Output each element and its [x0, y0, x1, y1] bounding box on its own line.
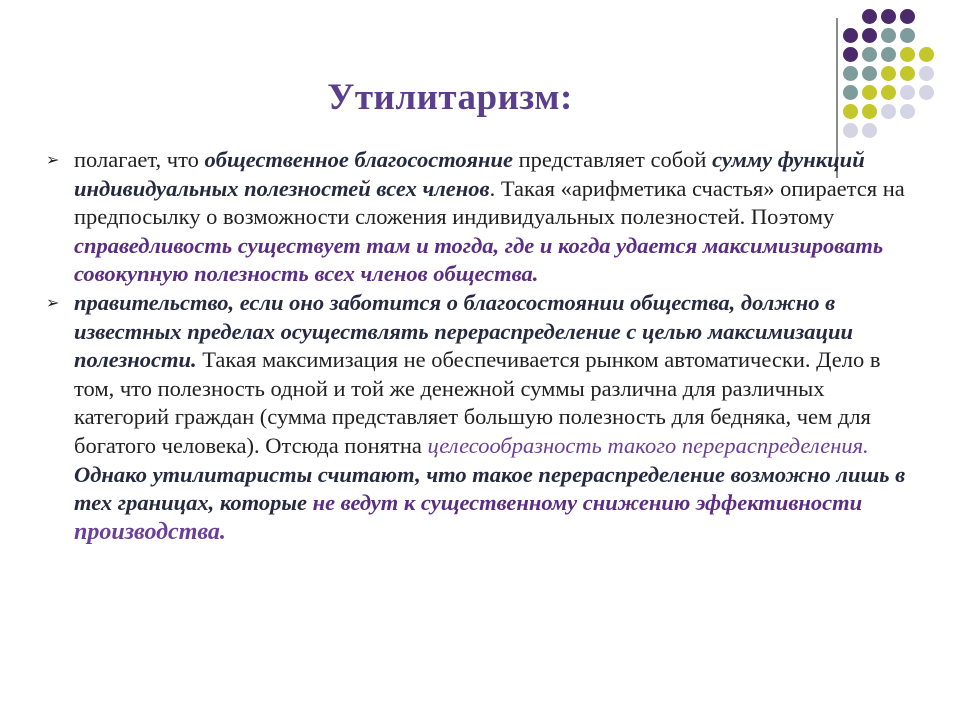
decorative-dot: [900, 47, 915, 62]
decorative-dot: [919, 47, 934, 62]
text-run-highlight: не ведут к существенному снижению эффективности: [312, 490, 863, 516]
bullet-item-1: [46, 146, 916, 289]
decorative-dot: [919, 66, 934, 81]
decorative-dot: [862, 47, 877, 62]
decorative-dot: [900, 66, 915, 81]
text-run: полагает, что: [74, 147, 205, 172]
text-run-emphasis: Однако утилитаристы считают, что такое перераспределение возможно лишь в тех границах, которые: [74, 461, 906, 516]
decorative-dot: [862, 28, 877, 43]
slide-content: [46, 146, 916, 546]
slide-title: Утилитаризм:: [327, 77, 573, 118]
decorative-dot: [843, 123, 858, 138]
text-run-emphasis: правительство, если оно заботится о благосостоянии общества, должно в известных пределах осуществлять перераспределение с целью максимизации полезности.: [74, 289, 854, 373]
decorative-dot: [862, 123, 877, 138]
decorative-dot: [900, 28, 915, 43]
text-run: представляет собой: [512, 147, 713, 172]
decorative-dot: [881, 9, 896, 24]
decorative-dot: [881, 47, 896, 62]
text-run-emphasis: общественное благосостояние: [204, 147, 513, 172]
decorative-dot: [919, 85, 934, 100]
arrow-bullet-icon: ➢: [46, 150, 60, 169]
arrow-bullet-icon: ➢: [46, 292, 60, 312]
text-run-emphasis: сумму функций индивидуальных полезностей всех членов: [74, 147, 865, 201]
decorative-dot: [843, 28, 858, 43]
decorative-dot: [843, 47, 858, 62]
text-run-highlight-large: производства.: [74, 518, 226, 545]
decorative-dot: [900, 9, 915, 24]
decorative-dot: [900, 85, 915, 100]
decorative-dot: [900, 104, 915, 119]
text-run-highlight: справедливость существует там и тогда, где и когда удается максимизировать совокупную полезность всех членов общества.: [74, 232, 884, 287]
decorative-dot: [862, 9, 877, 24]
bullet-item-2: [46, 289, 916, 546]
text-run-highlight: целесообразность такого перераспределения.: [427, 432, 869, 458]
text-run: . Такая «арифметика счастья» опирается на предпосылку о возможности сложения индивидуальных полезностей. Поэтому: [74, 175, 905, 230]
decorative-dot: [881, 28, 896, 43]
text-run: Такая максимизация не обеспечивается рынком автоматически. Дело в том, что полезность одной и той же денежной суммы различна для различных категорий граждан (сумма представляет большую полезность для бедняка, чем для богатого человека). Отсюда понятна: [74, 347, 881, 458]
